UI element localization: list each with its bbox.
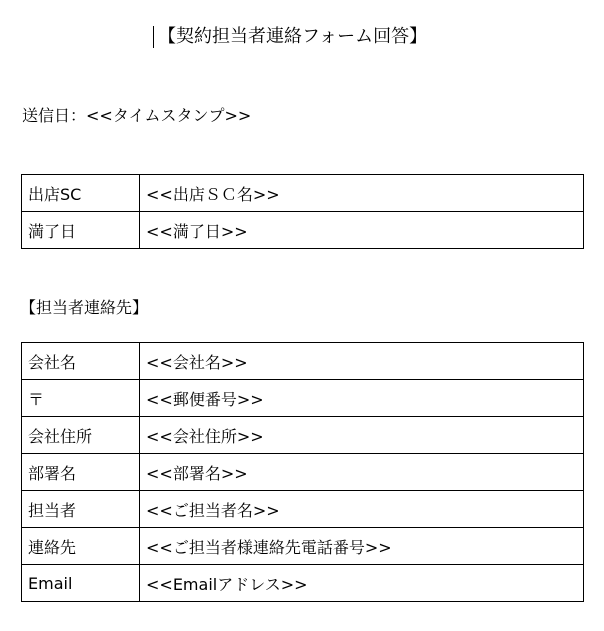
contact-phone-value: <<ご担当者様連絡先電話番号>> bbox=[140, 528, 584, 565]
department-value: <<部署名>> bbox=[140, 454, 584, 491]
table-row bbox=[22, 454, 584, 491]
table-row bbox=[22, 343, 584, 380]
company-address-value: <<会社住所>> bbox=[140, 417, 584, 454]
table-row bbox=[22, 528, 584, 565]
document-title: 【契約担当者連絡フォーム回答】 bbox=[158, 26, 428, 47]
table-row bbox=[22, 212, 584, 249]
expiry-date-label: 満了日 bbox=[22, 212, 140, 249]
postal-code-label: 〒 bbox=[22, 380, 140, 417]
table-row bbox=[22, 175, 584, 212]
company-name-value: <<会社名>> bbox=[140, 343, 584, 380]
contact-phone-label: 連絡先 bbox=[22, 528, 140, 565]
table-row bbox=[22, 565, 584, 602]
table-row bbox=[22, 491, 584, 528]
sent-date-label: 送信日： bbox=[22, 106, 87, 125]
email-value: <<Emailアドレス>> bbox=[140, 565, 584, 602]
person-in-charge-value: <<ご担当者名>> bbox=[140, 491, 584, 528]
shop-sc-value: <<出店ＳＣ名>> bbox=[140, 175, 584, 212]
table-row bbox=[22, 380, 584, 417]
person-in-charge-label: 担当者 bbox=[22, 491, 140, 528]
contact-section-heading: 【担当者連絡先】 bbox=[20, 298, 149, 317]
text-cursor bbox=[153, 26, 154, 48]
postal-code-value: <<郵便番号>> bbox=[140, 380, 584, 417]
sent-date-value: <<タイムスタンプ>> bbox=[86, 106, 252, 125]
department-label: 部署名 bbox=[22, 454, 140, 491]
shop-info-table bbox=[21, 174, 584, 249]
expiry-date-value: <<満了日>> bbox=[140, 212, 584, 249]
contact-info-table bbox=[21, 342, 584, 602]
email-label: Email bbox=[22, 565, 140, 602]
shop-sc-label: 出店SC bbox=[22, 175, 140, 212]
company-address-label: 会社住所 bbox=[22, 417, 140, 454]
company-name-label: 会社名 bbox=[22, 343, 140, 380]
sent-date-line bbox=[22, 106, 251, 126]
table-row bbox=[22, 417, 584, 454]
